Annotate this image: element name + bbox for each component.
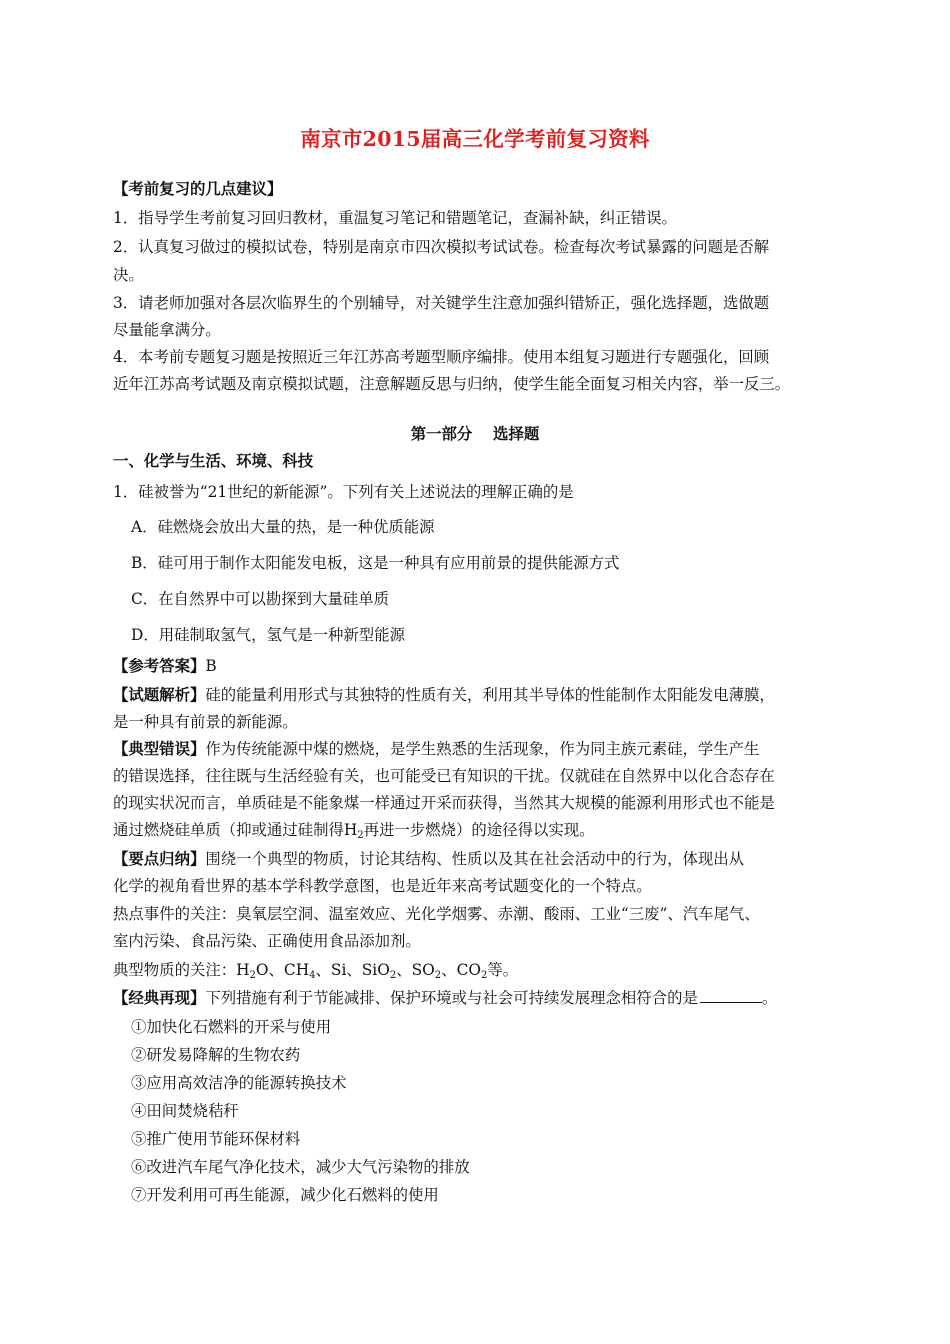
error-text: 的错误选择，往往既与生活经验有关，也可能受已有知识的干扰。仅就硅在自然界中以化合态存在	[113, 767, 775, 785]
analysis-label: 【试题解析】	[113, 686, 206, 704]
error-line	[113, 739, 759, 759]
classic-end: 。	[761, 989, 778, 1007]
advice-header: 【考前复习的几点建议】	[113, 180, 283, 198]
list-item: ③应用高效洁净的能源转换技术	[131, 1074, 347, 1092]
classic-label: 【经典再现】	[113, 989, 206, 1007]
error-text-part: 再进一步燃烧）的途径得以实现。	[363, 821, 595, 839]
error-label: 【典型错误】	[113, 740, 206, 758]
advice-line: 决。	[113, 266, 144, 284]
advice-line: 2．认真复习做过的模拟试卷，特别是南京市四次模拟考试试卷。检查每次考试暴露的问题是否解	[113, 238, 770, 256]
advice-line: 4．本考前专题复习题是按照近三年江苏高考题型顺序编排。使用本组复习题进行专题强化，回顾	[113, 348, 770, 366]
classic-text: 下列措施有利于节能减排、保护环境或与社会可持续发展理念相符合的是	[205, 989, 698, 1007]
error-text-part: 通过燃烧硅单质（抑或通过硅制得H	[113, 821, 358, 839]
advice-line: 3．请老师加强对各层次临界生的个别辅导，对关键学生注意加强纠错矫正，强化选择题，选做题	[113, 294, 770, 312]
document-title: 南京市2015届高三化学考前复习资料	[300, 127, 650, 151]
subscript: 2	[480, 970, 488, 981]
list-item: ⑤推广使用节能环保材料	[131, 1130, 301, 1148]
list-item: ②研发易降解的生物农药	[131, 1046, 301, 1064]
error-text	[113, 820, 595, 840]
subscript: 2	[249, 970, 256, 981]
list-item: ①加快化石燃料的开采与使用	[131, 1018, 332, 1036]
answer-value: B	[205, 657, 217, 675]
subscript: 2	[357, 830, 364, 841]
section-title: 一、化学与生活、环境、科技	[113, 452, 314, 470]
answer-label: 【参考答案】	[113, 657, 206, 675]
list-item: ④田间焚烧秸秆	[131, 1102, 239, 1120]
hot-topics-text: 热点事件的关注：臭氧层空洞、温室效应、光化学烟雾、赤潮、酸雨、工业“三废”、汽车尾气、	[113, 905, 760, 923]
option-a: A．硅燃烧会放出大量的热，是一种优质能源	[131, 518, 435, 536]
analysis-text: 是一种具有前景的新能源。	[113, 713, 298, 731]
summary-line	[113, 849, 744, 869]
answer-blank[interactable]	[700, 988, 762, 1003]
error-text: 作为传统能源中煤的燃烧，是学生熟悉的生活现象，作为同主族元素硅，学生产生	[205, 740, 760, 758]
summary-text: 化学的视角看世界的基本学科教学意图，也是近年来高考试题变化的一个特点。	[113, 877, 652, 895]
summary-label: 【要点归纳】	[113, 850, 206, 868]
question-stem: 1．硅被誉为“21世纪的新能源”。下列有关上述说法的理解正确的是	[113, 483, 574, 501]
advice-line: 1．指导学生考前复习回归教材，重温复习笔记和错题笔记，查漏补缺，纠正错误。	[113, 209, 677, 227]
part-title: 第一部分 选择题	[410, 425, 540, 443]
summary-text: 围绕一个典型的物质，讨论其结构、性质以及其在社会活动中的行为，体现出从	[205, 850, 745, 868]
typical-text: 典型物质的关注：H	[113, 961, 250, 979]
typical-substances	[113, 960, 518, 980]
classic-line	[113, 988, 777, 1008]
answer-line	[113, 656, 217, 676]
subscript: 2	[389, 970, 397, 981]
typical-text: 、CO	[441, 961, 481, 979]
hot-topics-text: 室内污染、食品污染、正确使用食品添加剂。	[113, 932, 421, 950]
error-text: 的现实状况而言，单质硅是不能象煤一样通过开采而获得，当然其大规模的能源利用形式也不能是	[113, 794, 775, 812]
list-item: ⑦开发利用可再生能源，减少化石燃料的使用	[131, 1186, 439, 1204]
typical-text: 、SO	[396, 961, 435, 979]
typical-text: 等。	[487, 961, 519, 979]
list-item: ⑥改进汽车尾气净化技术，减少大气污染物的排放	[131, 1158, 470, 1176]
subscript: 2	[434, 970, 442, 981]
option-d: D．用硅制取氢气，氢气是一种新型能源	[131, 626, 405, 644]
subscript: 4	[309, 970, 316, 981]
advice-line: 尽量能拿满分。	[113, 321, 221, 339]
option-b: B．硅可用于制作太阳能发电板，这是一种具有应用前景的提供能源方式	[131, 554, 620, 572]
option-c: C．在自然界中可以勘探到大量硅单质	[131, 590, 390, 608]
typical-text: 、Si、SiO	[315, 961, 390, 979]
analysis-line	[113, 685, 775, 705]
analysis-text: 硅的能量利用形式与其独特的性质有关，利用其半导体的性能制作太阳能发电薄膜，	[205, 686, 775, 704]
advice-line: 近年江苏高考试题及南京模拟试题，注意解题反思与归纳，使学生能全面复习相关内容，举一反三。	[113, 375, 791, 393]
typical-text: O、CH	[255, 961, 310, 979]
